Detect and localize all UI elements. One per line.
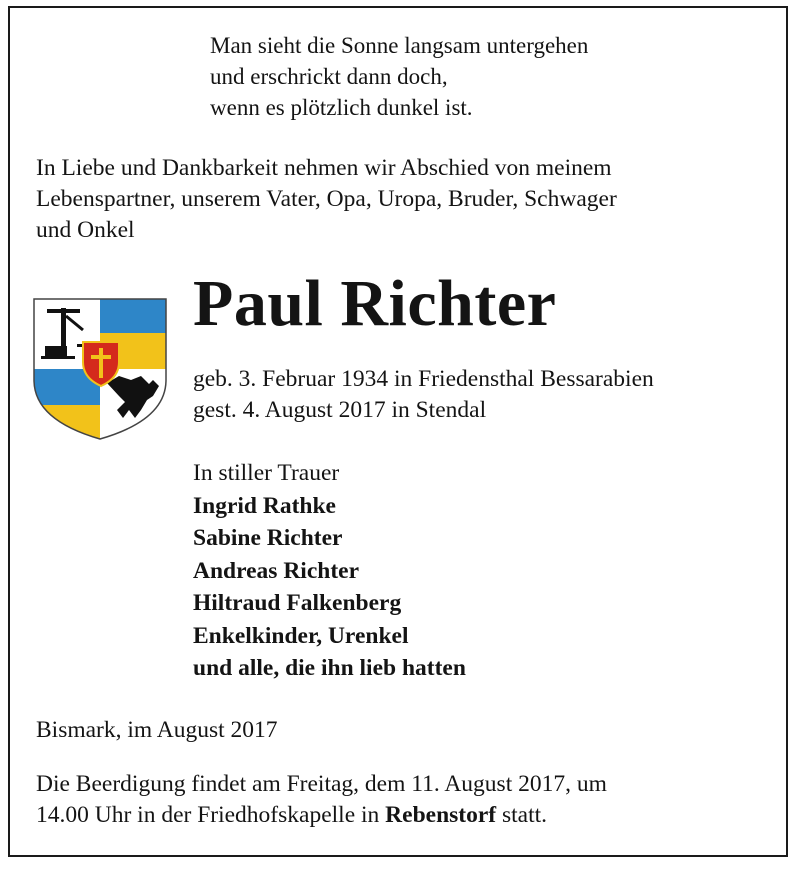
funeral-line-start: 14.00 Uhr in der Friedhofskapelle in <box>36 802 380 828</box>
mourners-heading: In stiller Trauer <box>193 460 340 486</box>
mourner-name: Andreas Richter <box>193 557 360 584</box>
funeral-line: Die Beerdigung findet am Freitag, dem 11. August 2017, um <box>36 771 607 797</box>
funeral-line <box>36 800 607 831</box>
intro-line: In Liebe und Dankbarkeit nehmen wir Abschied von meinem <box>36 155 612 181</box>
poem-block <box>210 30 588 123</box>
life-dates <box>193 364 654 426</box>
poem-line: wenn es plötzlich dunkel ist. <box>210 95 473 120</box>
coat-of-arms-icon <box>33 298 167 440</box>
mourner-name: und alle, die ihn lieb hatten <box>193 655 466 681</box>
mourners-block <box>193 457 466 685</box>
intro-text <box>36 153 617 246</box>
mourner-name: Ingrid Rathke <box>193 492 336 519</box>
deceased-name: Paul Richter <box>193 267 557 340</box>
mourner-name: Sabine Richter <box>193 525 343 551</box>
death-date: gest. 4. August 2017 in Stendal <box>193 397 487 423</box>
funeral-location: Rebenstorf <box>385 802 497 828</box>
intro-line: und Onkel <box>36 217 135 243</box>
intro-line: Lebenspartner, unserem Vater, Opa, Uropa, Bruder, Schwager <box>36 186 617 212</box>
birth-date: geb. 3. Februar 1934 in Friedensthal Bessarabien <box>193 366 654 392</box>
mourner-name: Enkelkinder, Urenkel <box>193 622 409 649</box>
mourner-name: Hiltraud Falkenberg <box>193 590 402 616</box>
funeral-info <box>36 769 607 831</box>
funeral-line-end: statt. <box>502 802 548 828</box>
poem-line: Man sieht die Sonne langsam untergehen <box>210 33 589 58</box>
poem-line: und erschrickt dann doch, <box>210 64 448 89</box>
place-date: Bismark, im August 2017 <box>36 717 278 743</box>
